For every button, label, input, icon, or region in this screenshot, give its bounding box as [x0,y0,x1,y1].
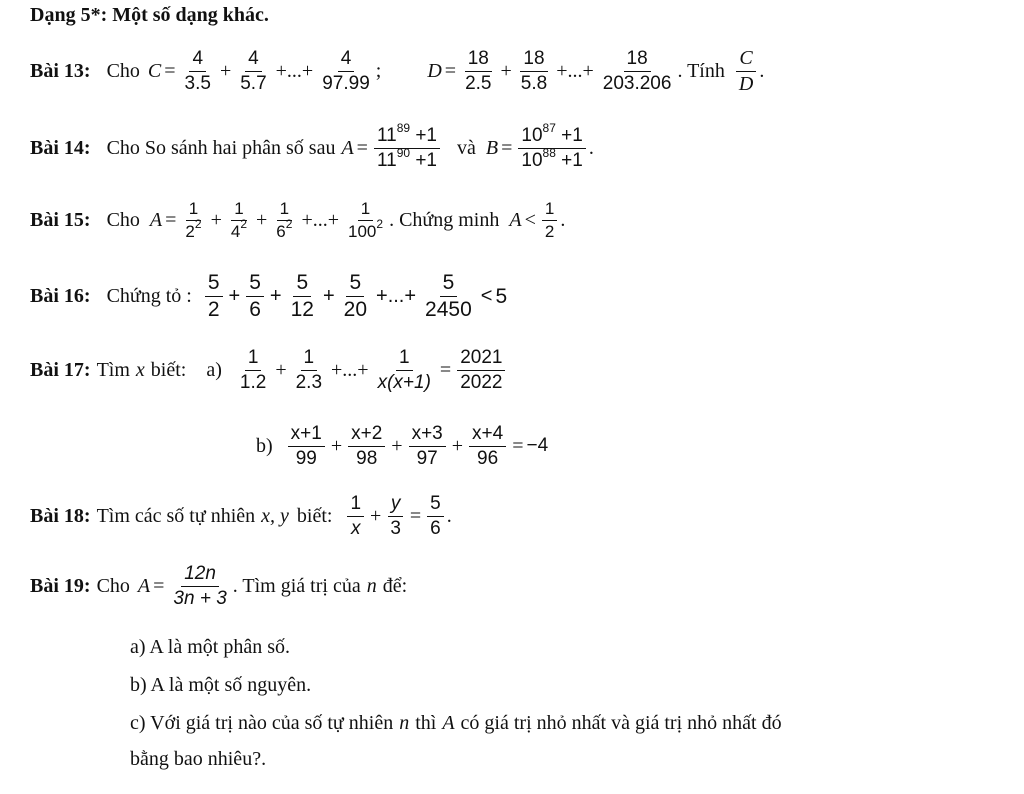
problem-15: Bài 15: Cho A = $\frac{1}{2^2}$ + $\frac{1}{4^2}$ + $\frac{1}{6^2}$ +...+ $\frac{1}{100^2}$ . Chứng minh A < $\frac{1}{2}$ . [30,199,566,241]
fraction: $\frac{x+3}{97}$ [409,424,446,469]
problem-15-label: Bài 15: [30,208,91,231]
problem-14-label: Bài 14: [30,136,91,159]
problem-16-label: Bài 16: [30,285,91,308]
fraction: $\frac{18}{5.8}$ [520,48,548,94]
fraction: $\frac{1}{x}$ [347,494,364,539]
fraction: $\frac{1}{2.3}$ [295,347,323,393]
problem-17-text: Tìm [96,358,130,381]
fraction: $\frac{C}{D}$ [736,48,756,95]
var-A: A [149,208,163,231]
var-x: x [135,358,145,381]
problem-19-cho: Cho [96,574,130,597]
var-B: B [485,136,499,159]
problem-14-text: Cho So sánh hai phân số sau [106,136,336,159]
fraction: $\frac{x+2}{98}$ [348,424,385,469]
part-c-text: c) Với giá trị nào của số tự nhiên [130,712,394,734]
vars-xy: x, y [261,504,289,527]
var-n: n [399,712,410,734]
problem-17-biet: biết: [150,358,187,381]
fraction: $\frac{5}{2450}$ [425,271,472,322]
fraction: $\frac{1}{100^2}$ [348,199,384,241]
fraction: $\frac{y}{3}$ [387,494,404,539]
var-A: A [442,712,455,734]
fraction: $\frac{1}{2}$ [542,200,557,241]
fraction: $\frac{4}{5.7}$ [240,48,267,94]
fraction: $\frac{1}{4^2}$ [230,199,247,241]
var-n: n [366,574,377,597]
fraction: $\frac{10^{87} +1}{10^{88} +1}$ [518,126,585,171]
problem-19-a [130,636,290,659]
problem-17-label: Bài 17: [30,358,91,381]
fraction: $\frac{5}{2}$ [205,272,223,321]
problem-17-b-rhs: −4 [526,435,549,457]
problem-14: Bài 14: Cho So sánh hai phân số sau A = $\frac{11^{89} +1}{11^{90} +1}$ và B = $\frac{10^{87} +1}{10^{88} +1}$ . [30,121,594,171]
var-A: A [509,208,522,231]
part-b-label: b) [256,434,273,457]
problem-13-label: Bài 13: [30,60,91,82]
var-A: A [341,136,354,159]
fraction: $\frac{1}{6^2}$ [276,199,293,241]
problem-19-b [130,674,311,697]
problem-14-va: và [457,136,476,159]
problem-18: Bài 18: Tìm các số tự nhiên x, y biết: $\frac{1}{x}$ + $\frac{y}{3}$ = $\frac{5}{6}$ . [30,493,452,539]
part-a-text: a) A là một phân số. [130,636,290,658]
fraction: $\frac{1}{x(x+1)}$ [377,347,431,393]
fraction: $\frac{5}{6}$ [427,494,444,539]
fraction: $\frac{18}{2.5}$ [465,48,492,94]
problem-19-c [130,712,782,735]
problem-13-cho: Cho [106,60,140,82]
problem-16-rhs: 5 [495,284,508,308]
part-b-text: b) A là một số nguyên. [130,674,312,696]
heading-text: Dạng 5*: Một số dạng khác. [30,4,269,26]
fraction: $\frac{1}{1.2}$ [239,347,267,393]
fraction: $\frac{5}{12}$ [290,271,314,322]
var-D: D [427,60,442,82]
section-heading [30,4,269,27]
problem-19: Bài 19: Cho A = $\frac{12n}{3n + 3}$ . Tìm giá trị của n để: [30,563,408,609]
fraction: $\frac{5}{20}$ [343,271,368,322]
var-A: A [137,574,151,597]
problem-16-text: Chứng tỏ : [106,285,192,308]
fraction: $\frac{x+4}{96}$ [469,424,506,469]
problem-18-label: Bài 18: [30,504,91,527]
problem-13-tinh: . Tính [677,60,725,82]
fraction: $\frac{x+1}{99}$ [288,424,325,469]
fraction: $\frac{11^{89} +1}{11^{90} +1}$ [374,126,440,171]
problem-17-b: b) $\frac{x+1}{99}$ + $\frac{x+2}{98}$ + $\frac{x+3}{97}$ + $\frac{x+4}{96}$ = −4 [256,423,549,469]
problem-19-text: . Tìm giá trị của [232,574,361,597]
part-a-label: a) [206,358,222,381]
problem-13: Bài 13: Cho C = $\frac{4}{3.5}$ + $\frac{4}{5.7}$ +...+ $\frac{4}{97.99}$ ; D = $\frac{18}{2.5}$ + $\frac{18}{5.8}$ +...+ $\frac{18}{203.206}$ . Tính $\frac{C}{D}$ . [30,47,765,95]
fraction: $\frac{5}{6}$ [246,272,264,321]
problem-19-label: Bài 19: [30,574,91,597]
fraction: $\frac{4}{3.5}$ [184,48,211,94]
part-c-post: có giá trị nhỏ nhất và giá trị nhỏ nhất đó [460,712,782,734]
part-c-line2: bằng bao nhiêu?. [130,748,267,770]
problem-15-prove: . Chứng minh [389,208,500,231]
problem-18-text: Tìm các số tự nhiên [96,504,256,527]
problem-17: Bài 17: Tìm x biết: a) $\frac{1}{1.2}$ + $\frac{1}{2.3}$ +...+ $\frac{1}{x(x+1)}$ = $\frac{2021}{2022}$ [30,348,508,393]
fraction: $\frac{12n}{3n + 3}$ [173,563,227,609]
problem-18-biet: biết: [296,504,333,527]
problem-16: Bài 16: Chứng tỏ : $\frac{5}{2}$ + $\frac{5}{6}$ + $\frac{5}{12}$ + $\frac{5}{20}$ +...+ $\frac{5}{2450}$ < 5 [30,271,508,322]
var-C: C [147,60,162,82]
problem-19-c-line2 [130,748,266,771]
problem-15-cho: Cho [106,208,140,231]
fraction: $\frac{2021}{2022}$ [457,348,505,393]
fraction: $\frac{1}{2^2}$ [185,199,202,241]
part-c-mid: thì [415,712,437,734]
problem-19-de: để: [382,574,408,597]
fraction: $\frac{4}{97.99}$ [322,48,370,94]
fraction: $\frac{18}{203.206}$ [602,48,672,94]
